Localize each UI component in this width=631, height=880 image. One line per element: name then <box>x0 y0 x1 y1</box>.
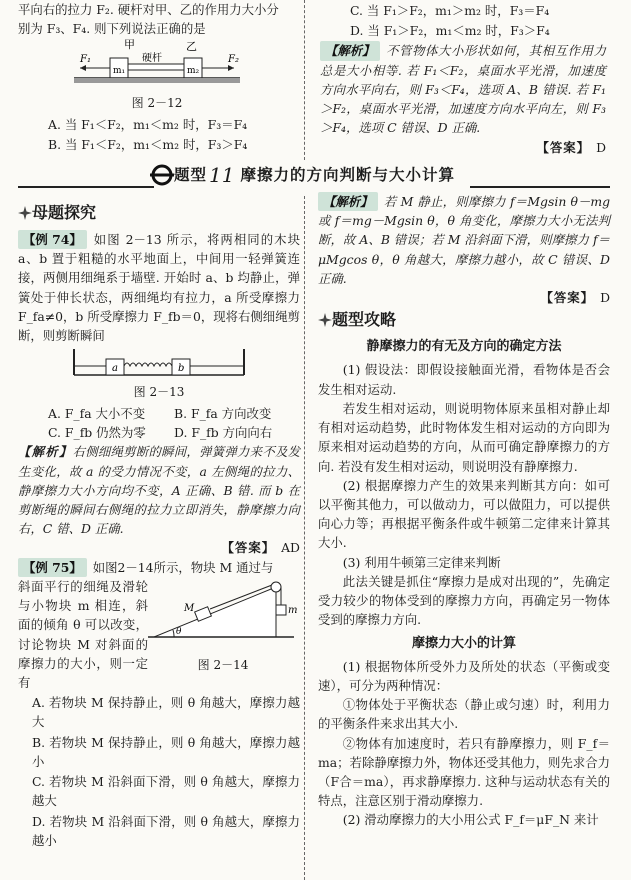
example-74 <box>18 230 300 345</box>
label-theta: θ <box>176 626 182 637</box>
ex75-answer-label: 【答案】 <box>540 290 595 306</box>
sparkle-icon <box>318 313 332 327</box>
analysis-label: 【解析】 <box>320 41 380 60</box>
label-m1: m₁ <box>113 66 126 77</box>
incline <box>154 587 276 637</box>
example-75-text-b: 斜面平行的细绳及滑轮与小物块 m 相连，斜面的倾角 θ 可以改变，讨论物块 M 对斜面的摩擦力的大小，则一定有 <box>18 578 148 690</box>
ex74-analysis-label: 【解析】 <box>18 444 73 460</box>
ex74-analysis-text: 右侧细绳剪断的瞬间，弹簧弹力来不及发生变化，故 a 的受力情况不变，a 左侧绳的拉力、静摩擦力大小方向均不变，A 正确、B 错. 而 b 在剪断绳的瞬间右侧绳的拉力立即消失，静摩擦力向右，C 错、D 正确. <box>18 444 301 537</box>
option-d: D. 当 F₁＞F₂，m₁＜m₂ 时，F₃＞F₄ <box>350 23 550 39</box>
banner-number: 11 <box>209 162 235 187</box>
section-1-title: 静摩擦力的有无及方向的确定方法 <box>366 339 562 355</box>
label-b: b <box>178 363 185 375</box>
banner-rule-right <box>470 186 610 188</box>
ex74-answer-label: 【答案】 <box>221 540 276 556</box>
analysis-paragraph <box>320 41 606 137</box>
ex75-option-c: C. 若物块 M 沿斜面下滑，则 θ 角越大，摩擦力越大 <box>32 774 300 809</box>
spring <box>124 363 172 366</box>
ex74-option-a: A. F_fa 大小不变 <box>48 405 146 421</box>
sec1-para-4: (3) 利用牛顿第三定律来判断 <box>342 554 501 570</box>
sec2-para-3: ②物体有加速度时，若只有静摩擦力，则 F_f＝ma；若除静摩擦力外，物体还受其他力，则先求合力（F合＝ma），再求静摩擦力. 这种与运动状态有关的特点，注意区别于滑动摩擦力. <box>318 735 610 809</box>
heading-text: 母题探究 <box>32 202 97 222</box>
label-a: a <box>112 363 118 375</box>
pulley <box>271 582 281 592</box>
ex75-option-b: B. 若物块 M 保持静止，则 θ 角越大，摩擦力越小 <box>32 734 300 769</box>
left-bottom-column <box>18 200 300 851</box>
answer-value: D <box>596 139 606 155</box>
sec1-para-5: 此法关键是抓住“摩擦力是成对出现的”，先确定受力较少的物体受到的摩擦力方向，再确定另一物体受到的摩擦力方向. <box>318 573 610 628</box>
column-divider-top <box>304 0 305 160</box>
figure-2-13 <box>64 347 254 381</box>
figure-2-13-caption: 图 2－13 <box>133 385 185 400</box>
strategy-heading-text: 题型攻略 <box>332 309 397 329</box>
ex75-option-a: A. 若物块 M 保持静止，则 θ 角越大，摩擦力越大 <box>32 695 300 730</box>
label-m: m <box>288 604 298 616</box>
left-top-column <box>18 0 296 155</box>
ex74-analysis <box>18 442 300 538</box>
right-top-column <box>320 0 606 157</box>
option-a: A. 当 F₁＜F₂，m₁＜m₂ 时，F₃＝F₄ <box>48 117 248 133</box>
option-b: B. 当 F₁＜F₂，m₁＜m₂ 时，F₃＞F₄ <box>48 137 248 153</box>
example-74-text: 如图 2－13 所示，将两相同的木块 a、b 置于粗糙的水平地面上，中间用一轻弹簧连接，两侧用细绳系于墙壁. 开始时 a、b 均静止，弹簧处于伸长状态，两细绳均有拉力，a 所受摩擦力 F_fa≠0，b 所受摩擦力 F_fb＝0，现将右侧细绳剪断，则剪断瞬间 <box>18 232 300 344</box>
answer-label: 【答案】 <box>536 139 591 155</box>
figure-2-14 <box>148 577 298 649</box>
label-f2: F₂ <box>228 54 239 66</box>
ex74-option-c: C. F_fb 仍然为零 <box>48 425 146 441</box>
section-2-title: 摩擦力大小的计算 <box>411 635 516 651</box>
column-divider-bottom <box>304 196 305 880</box>
sec1-para-3: (2) 根据摩擦力产生的效果来判断其方向：如可以平衡其他力，可以做动力，可以做阻力，可以提供向心力等；再根据平衡条件或牛顿第二定律来计算其大小. <box>318 477 610 551</box>
ex74-options-row-2 <box>18 423 300 442</box>
banner-title: 摩擦力的方向判断与大小计算 <box>240 165 455 184</box>
intro-line-2: 别为 F₃、F₄. 则下列说法正确的是 <box>18 21 206 37</box>
ex75-answer-line <box>318 288 610 307</box>
sparkle-icon <box>18 206 32 220</box>
ex75-analysis-label: 【解析】 <box>318 192 378 211</box>
intro-line-1: 平向右的拉力 F₂. 硬杆对甲、乙的作用力大小分 <box>18 2 279 17</box>
label-yi: 乙 <box>186 40 197 54</box>
analysis-text: 不管物体大小形状如何，其相互作用力总是大小相等. 若 F₁＜F₂，桌面水平光滑，加速度方向水平向右，则 F₃＜F₄，选项 A、B 错误. 若 F₁＞F₂，桌面水平光滑，加速度方向水平向左，则 F₃＞F₄，选项 C 错误、D 正确. <box>320 43 606 136</box>
ex75-analysis <box>318 192 610 288</box>
arrow-f2-head <box>228 65 234 71</box>
ex75-option-d: D. 若物块 M 沿斜面下滑，则 θ 角越大，摩擦力越小 <box>32 813 300 848</box>
option-c: C. 当 F₁＞F₂，m₁＞m₂ 时，F₃＝F₄ <box>350 3 550 18</box>
sec2-para-1: (1) 根据物体所受外力及所处的状态（平衡或变速），可分为两种情况： <box>318 658 610 693</box>
figure-2-14-wrap <box>148 577 298 692</box>
answer-line <box>320 138 606 157</box>
example-74-label: 【例 74】 <box>18 230 87 249</box>
ground-hatch <box>74 78 240 83</box>
sec1-para-2: 若发生相对运动，则说明物体原来虽相对静止却有相对运动趋势，此时物体发生相对运动的方向即为原来相对运动趋势的方向，从而可确定静摩擦力的方向. 若没有发生相对运动，则说明没有静摩擦力. <box>318 400 610 474</box>
ex74-answer-line <box>18 538 300 557</box>
ex75-analysis-text: 若 M 静止，则摩擦力 f＝Mgsin θ－mg 或 f＝mg－Mgsin θ，θ 角变化，摩擦力大小无法判断，故 A、B 错误；若 M 沿斜面下滑，则摩擦力 f＝μMgcos θ，θ 角越大，摩擦力越小，故 C 错误、D 正确. <box>318 194 610 286</box>
sec2-para-4: (2) 滑动摩擦力的大小用公式 F_f＝μF_N 来计 <box>342 812 599 828</box>
example-75-first-line <box>18 558 300 577</box>
banner-rule-left <box>18 186 154 188</box>
label-M: M <box>184 602 195 614</box>
figure-2-14-caption: 图 2－14 <box>197 658 249 673</box>
rod <box>128 64 184 70</box>
example-75-label: 【例 75】 <box>18 558 87 577</box>
figure-2-12 <box>62 38 252 92</box>
example-75-text-a: 如图2－14所示，物块 M 通过与 <box>92 559 274 575</box>
label-jia: 甲 <box>124 38 135 52</box>
block-m <box>276 605 286 615</box>
sec1-para-1: (1) 假设法：即假设接触面光滑，看物体是否会发生相对运动. <box>318 362 610 397</box>
ex74-options-row-1 <box>18 404 300 423</box>
figure-2-12-caption: 图 2－12 <box>131 96 183 111</box>
banner-icon <box>150 164 174 186</box>
ex74-option-b: B. F_fa 方向改变 <box>174 405 272 421</box>
label-f1: F₁ <box>80 54 91 66</box>
ex75-answer-value: D <box>600 290 610 306</box>
ex74-option-d: D. F_fb 方向向右 <box>174 425 273 441</box>
sec2-para-2: ①物体处于平衡状态（静止或匀速）时，利用力的平衡条件来求出其大小. <box>318 697 610 732</box>
ex74-answer-value: AD <box>281 540 300 556</box>
label-rod: 硬杆 <box>142 53 162 65</box>
arrow-f1-head <box>80 65 86 71</box>
example-75-block <box>18 558 300 850</box>
topic-banner <box>150 162 480 188</box>
section-heading-mother <box>18 202 300 224</box>
banner-prefix: 题型 <box>174 165 208 184</box>
right-bottom-column <box>318 192 610 830</box>
section-heading-strategy <box>318 309 610 331</box>
label-m2: m₂ <box>187 66 200 77</box>
